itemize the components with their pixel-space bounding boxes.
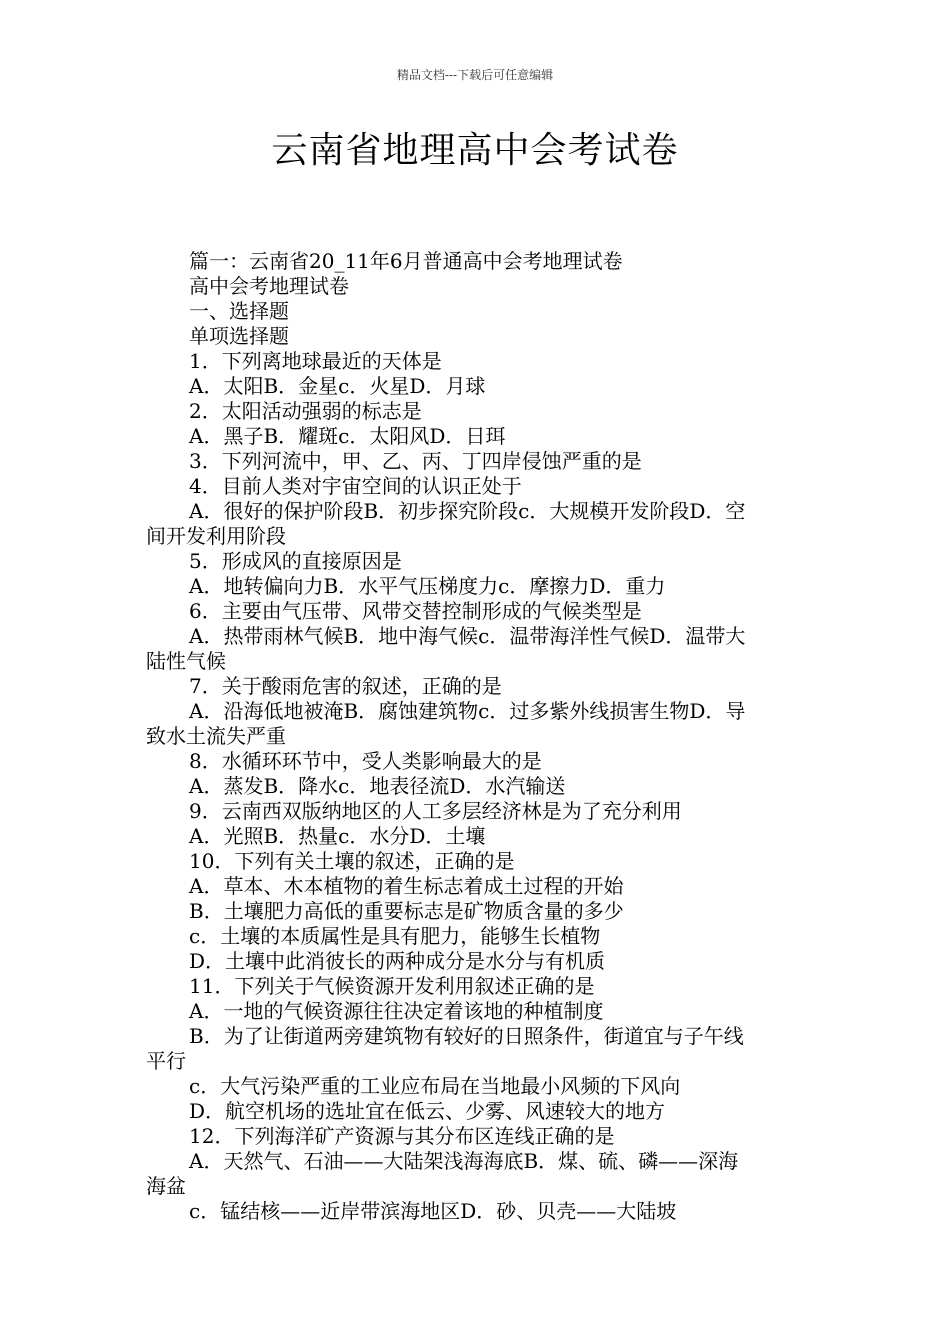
text-line: 4．目前人类对宇宙空间的认识正处于 <box>189 474 522 498</box>
header-note: 精品文档---下载后可任意编辑 <box>396 68 554 82</box>
text-line: A．太阳B．金星c．火星D．月球 <box>189 374 486 398</box>
text-line: B．为了让街道两旁建筑物有较好的日照条件，街道宜与子午线 <box>189 1024 744 1048</box>
text-line: 9．云南西双版纳地区的人工多层经济林是为了充分利用 <box>189 799 682 823</box>
text-line: 8．水循环环节中，受人类影响最大的是 <box>189 749 542 773</box>
text-line: c．锰结核——近岸带滨海地区D．砂、贝壳——大陆坡 <box>189 1199 677 1223</box>
text-line: c．土壤的本质属性是具有肥力，能够生长植物 <box>189 924 601 948</box>
text-line: A．热带雨林气候B．地中海气候c．温带海洋性气候D．温带大 <box>189 624 746 648</box>
text-line: 陆性气候 <box>146 649 226 673</box>
text-line: 11．下列关于气候资源开发利用叙述正确的是 <box>189 974 595 998</box>
text-line: A．很好的保护阶段B．初步探究阶段c．大规模开发阶段D．空 <box>189 499 746 523</box>
document-body <box>146 249 810 1224</box>
text-line: D．航空机场的选址宜在低云、少雾、风速较大的地方 <box>189 1099 666 1123</box>
text-line: 间开发利用阶段 <box>146 524 286 548</box>
text-line: 单项选择题 <box>189 324 289 348</box>
text-line: 平行 <box>146 1049 186 1073</box>
text-line: A．光照B．热量c．水分D．土壤 <box>189 824 486 848</box>
text-line: 6．主要由气压带、风带交替控制形成的气候类型是 <box>189 599 642 623</box>
text-line: 2．太阳活动强弱的标志是 <box>189 399 422 423</box>
text-line: A．沿海低地被淹B．腐蚀建筑物c．过多紫外线损害生物D．导 <box>189 699 746 723</box>
text-line: 1．下列离地球最近的天体是 <box>189 349 442 373</box>
text-line: A．天然气、石油——大陆架浅海海底B．煤、硫、磷——深海 <box>189 1149 739 1173</box>
text-line: D．土壤中此消彼长的两种成分是水分与有机质 <box>189 949 606 973</box>
text-line: 一、选择题 <box>189 299 289 323</box>
text-line: 5．形成风的直接原因是 <box>189 549 402 573</box>
text-line: A．一地的气候资源往往决定着该地的种植制度 <box>189 999 604 1023</box>
document-title: 云南省地理高中会考试卷 <box>271 130 679 171</box>
text-line: A．黑子B．耀斑c．太阳风D．日珥 <box>189 424 506 448</box>
text-line: c．大气污染严重的工业应布局在当地最小风频的下风向 <box>189 1074 681 1098</box>
text-line: 7．关于酸雨危害的叙述，正确的是 <box>189 674 502 698</box>
text-line: B．土壤肥力高低的重要标志是矿物质含量的多少 <box>189 899 624 923</box>
text-line: 10．下列有关土壤的叙述，正确的是 <box>189 849 515 873</box>
text-line: 篇一：云南省20_11年6月普通高中会考地理试卷 <box>189 249 623 273</box>
text-line: 高中会考地理试卷 <box>189 274 349 298</box>
text-line: A．蒸发B．降水c．地表径流D．水汽输送 <box>189 774 566 798</box>
text-line: 海盆 <box>146 1174 186 1198</box>
text-line: 12．下列海洋矿产资源与其分布区连线正确的是 <box>189 1124 615 1148</box>
text-line: A．草本、木本植物的着生标志着成土过程的开始 <box>189 874 624 898</box>
text-line: A．地转偏向力B．水平气压梯度力c．摩擦力D．重力 <box>189 574 666 598</box>
text-line: 3．下列河流中，甲、乙、丙、丁四岸侵蚀严重的是 <box>189 449 642 473</box>
text-line: 致水土流失严重 <box>146 724 286 748</box>
